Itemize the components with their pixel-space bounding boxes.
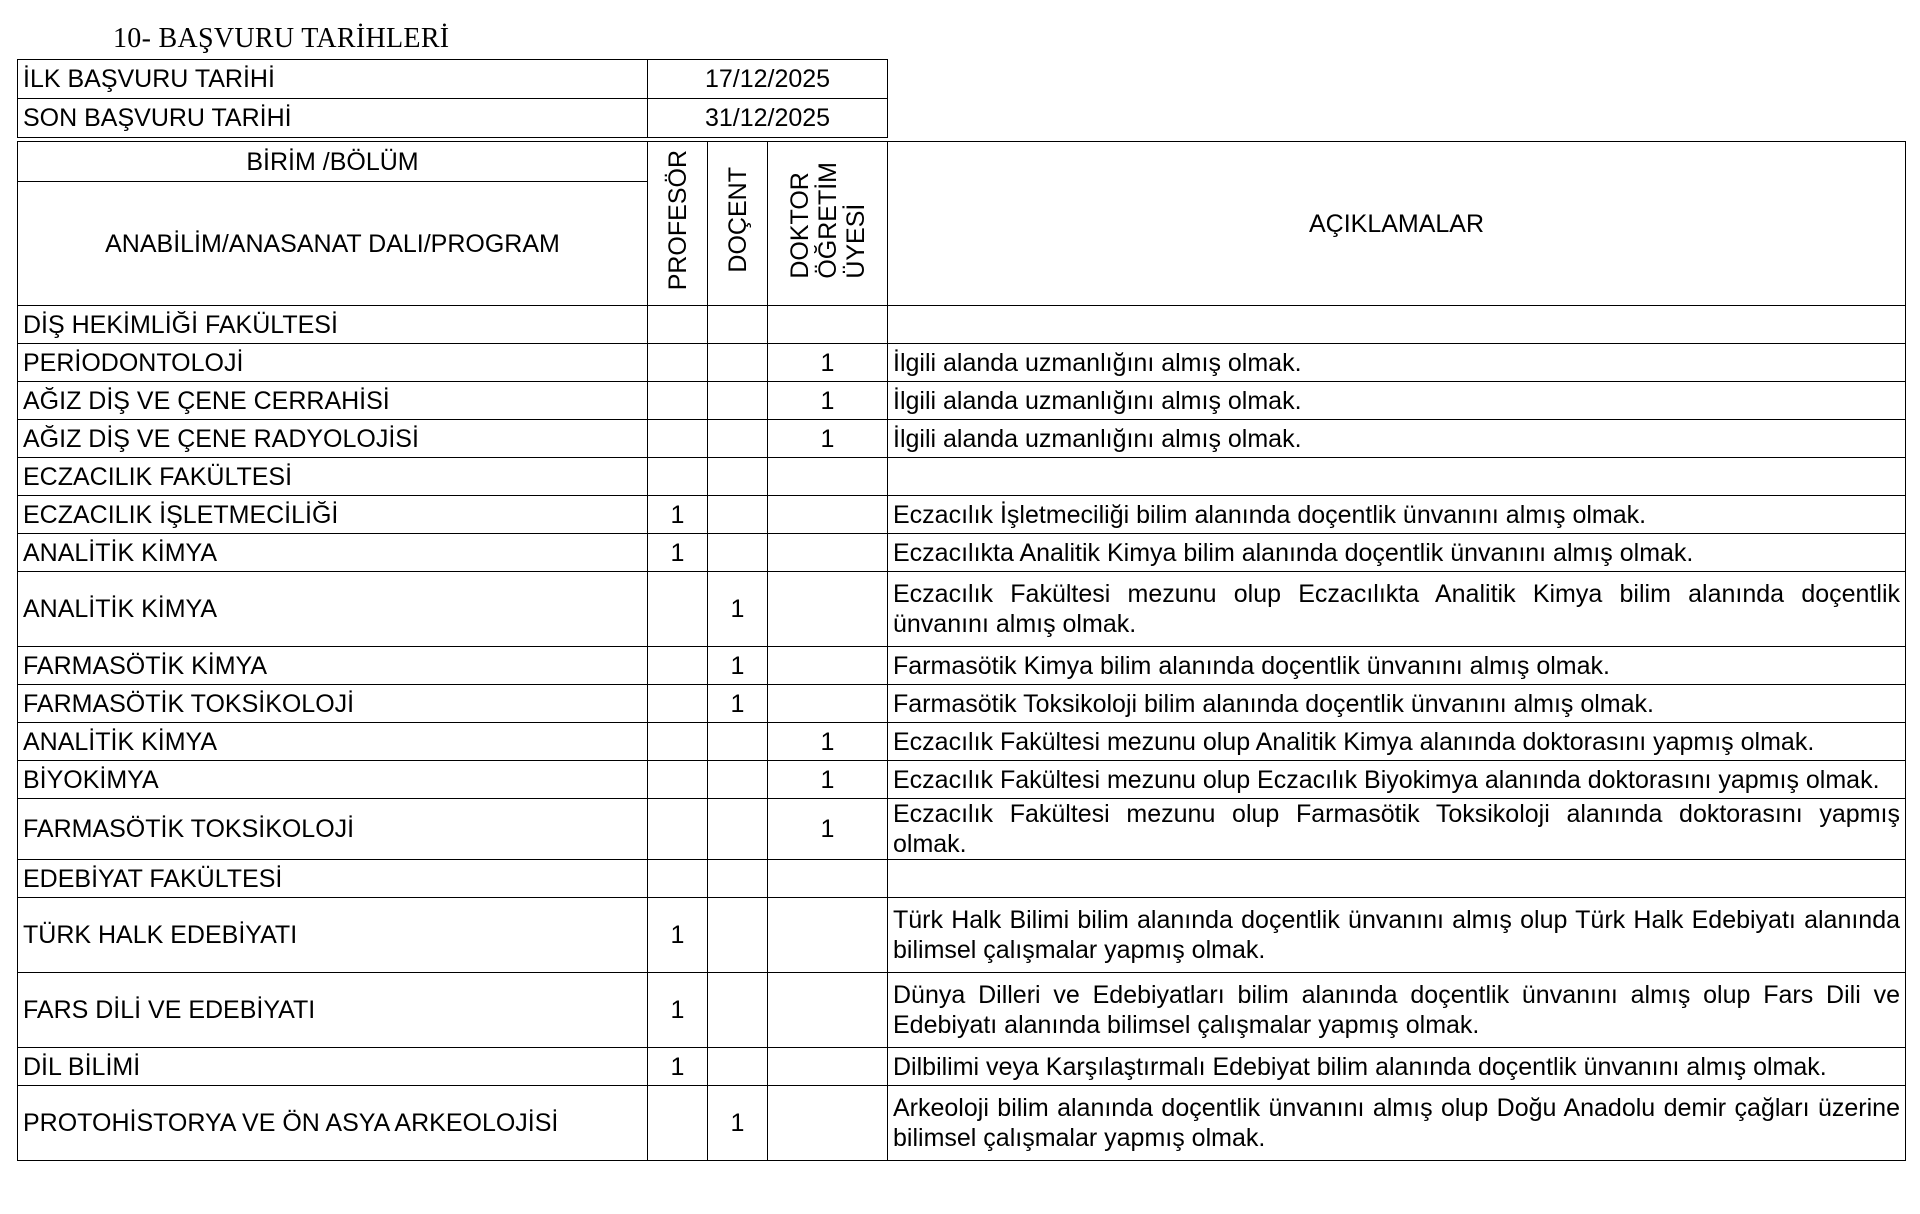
dou-count: 1 xyxy=(768,420,888,458)
row-description: Eczacılık İşletmeciliği bilim alanında doçentlik ünvanını almış olmak. xyxy=(888,496,1906,534)
row-name: ECZACILIK İŞLETMECİLİĞİ xyxy=(18,496,648,534)
doktor-ogretim-uyesi-label xyxy=(786,162,870,279)
profesor-count xyxy=(648,306,708,344)
table-row xyxy=(18,799,1906,860)
row-name: AĞIZ DİŞ VE ÇENE RADYOLOJİSİ xyxy=(18,420,648,458)
docent-header-label: DOÇENT xyxy=(723,167,752,273)
docent-count: 1 xyxy=(708,647,768,685)
docent-count: 1 xyxy=(708,572,768,647)
row-description xyxy=(888,458,1906,496)
profesor-count xyxy=(648,723,708,761)
dou-count: 1 xyxy=(768,344,888,382)
dou-count xyxy=(768,685,888,723)
date-value: 31/12/2025 xyxy=(648,99,888,138)
profesor-count xyxy=(648,860,708,898)
row-name: DİŞ HEKİMLİĞİ FAKÜLTESİ xyxy=(18,306,648,344)
row-description: Eczacılık Fakültesi mezunu olup Eczacılıkta Analitik Kimya bilim alanında doçentlik ünvanını almış olmak. xyxy=(888,572,1906,647)
dou-count: 1 xyxy=(768,799,888,860)
table-row xyxy=(18,761,1906,799)
docent-count xyxy=(708,306,768,344)
docent-count xyxy=(708,761,768,799)
docent-count xyxy=(708,1048,768,1086)
first-application-date-row xyxy=(18,60,888,99)
date-label: İLK BAŞVURU TARİHİ xyxy=(18,60,648,99)
doktor-ogretim-uyesi-header xyxy=(768,142,888,306)
profesor-count xyxy=(648,572,708,647)
profesor-count xyxy=(648,685,708,723)
row-description: Eczacılık Fakültesi mezunu olup Farmasötik Toksikoloji alanında doktorasını yapmış olmak. xyxy=(888,799,1906,860)
profesor-count xyxy=(648,420,708,458)
docent-count xyxy=(708,420,768,458)
table-row xyxy=(18,344,1906,382)
profesor-count: 1 xyxy=(648,973,708,1048)
row-description: Eczacılıkta Analitik Kimya bilim alanında doçentlik ünvanını almış olmak. xyxy=(888,534,1906,572)
dou-count xyxy=(768,572,888,647)
row-name: ECZACILIK FAKÜLTESİ xyxy=(18,458,648,496)
profesor-count: 1 xyxy=(648,534,708,572)
docent-count xyxy=(708,799,768,860)
table-row xyxy=(18,898,1906,973)
table-row xyxy=(18,685,1906,723)
positions-table xyxy=(17,141,1906,1161)
docent-header xyxy=(708,142,768,306)
row-description: Farmasötik Toksikoloji bilim alanında doçentlik ünvanını almış olmak. xyxy=(888,685,1906,723)
row-name: ANALİTİK KİMYA xyxy=(18,534,648,572)
profesor-count xyxy=(648,1086,708,1161)
dou-count xyxy=(768,306,888,344)
table-row xyxy=(18,860,1906,898)
dou-count: 1 xyxy=(768,761,888,799)
row-name: PROTOHİSTORYA VE ÖN ASYA ARKEOLOJİSİ xyxy=(18,1086,648,1161)
dou-count xyxy=(768,647,888,685)
docent-count: 1 xyxy=(708,685,768,723)
anabilim-header: ANABİLİM/ANASANAT DALI/PROGRAM xyxy=(18,182,648,306)
dou-line-2: ÖĞRETİM xyxy=(813,161,842,279)
date-value: 17/12/2025 xyxy=(648,60,888,99)
table-row xyxy=(18,572,1906,647)
row-name: ANALİTİK KİMYA xyxy=(18,723,648,761)
dou-line-1: DOKTOR xyxy=(785,171,814,279)
row-name: FARMASÖTİK TOKSİKOLOJİ xyxy=(18,685,648,723)
docent-count xyxy=(708,534,768,572)
header-row xyxy=(18,142,1906,182)
dou-line-3: ÜYESİ xyxy=(841,203,870,279)
row-name: BİYOKİMYA xyxy=(18,761,648,799)
dou-count: 1 xyxy=(768,723,888,761)
profesor-count xyxy=(648,761,708,799)
dou-count xyxy=(768,534,888,572)
aciklamalar-header: AÇIKLAMALAR xyxy=(888,142,1906,306)
docent-count xyxy=(708,382,768,420)
docent-count xyxy=(708,860,768,898)
profesor-header xyxy=(648,142,708,306)
profesor-header-label: PROFESÖR xyxy=(663,149,692,291)
profesor-count: 1 xyxy=(648,1048,708,1086)
row-name: TÜRK HALK EDEBİYATI xyxy=(18,898,648,973)
docent-count: 1 xyxy=(708,1086,768,1161)
row-description: İlgili alanda uzmanlığını almış olmak. xyxy=(888,382,1906,420)
row-name: EDEBİYAT FAKÜLTESİ xyxy=(18,860,648,898)
page-title: 10- BAŞVURU TARİHLERİ xyxy=(113,23,450,54)
row-description: Arkeoloji bilim alanında doçentlik ünvanını almış olup Doğu Anadolu demir çağları üzerine bilimsel çalışmalar yapmış olmak. xyxy=(888,1086,1906,1161)
profesor-count xyxy=(648,382,708,420)
row-name: FARMASÖTİK KİMYA xyxy=(18,647,648,685)
row-name: PERİODONTOLOJİ xyxy=(18,344,648,382)
row-description xyxy=(888,306,1906,344)
row-name: DİL BİLİMİ xyxy=(18,1048,648,1086)
row-description: İlgili alanda uzmanlığını almış olmak. xyxy=(888,420,1906,458)
last-application-date-row xyxy=(18,99,888,138)
row-description: Eczacılık Fakültesi mezunu olup Eczacılık Biyokimya alanında doktorasını yapmış olmak. xyxy=(888,761,1906,799)
table-row xyxy=(18,420,1906,458)
table-row xyxy=(18,534,1906,572)
dou-count xyxy=(768,458,888,496)
docent-count xyxy=(708,496,768,534)
profesor-count xyxy=(648,344,708,382)
table-row xyxy=(18,306,1906,344)
row-description: Farmasötik Kimya bilim alanında doçentlik ünvanını almış olmak. xyxy=(888,647,1906,685)
table-row xyxy=(18,973,1906,1048)
row-description: Eczacılık Fakültesi mezunu olup Analitik Kimya alanında doktorasını yapmış olmak. xyxy=(888,723,1906,761)
application-dates-table xyxy=(17,59,888,138)
docent-count xyxy=(708,898,768,973)
birim-header: BİRİM /BÖLÜM xyxy=(18,142,648,182)
row-name: FARMASÖTİK TOKSİKOLOJİ xyxy=(18,799,648,860)
dou-count xyxy=(768,1048,888,1086)
row-description: Türk Halk Bilimi bilim alanında doçentlik ünvanını almış olup Türk Halk Edebiyatı alanında bilimsel çalışmalar yapmış olmak. xyxy=(888,898,1906,973)
row-name: FARS DİLİ VE EDEBİYATI xyxy=(18,973,648,1048)
date-label: SON BAŞVURU TARİHİ xyxy=(18,99,648,138)
row-description xyxy=(888,860,1906,898)
profesor-count: 1 xyxy=(648,898,708,973)
profesor-count xyxy=(648,799,708,860)
docent-count xyxy=(708,973,768,1048)
profesor-count: 1 xyxy=(648,496,708,534)
row-name: AĞIZ DİŞ VE ÇENE CERRAHİSİ xyxy=(18,382,648,420)
table-row xyxy=(18,1086,1906,1161)
docent-count xyxy=(708,723,768,761)
table-row xyxy=(18,647,1906,685)
docent-count xyxy=(708,344,768,382)
row-name: ANALİTİK KİMYA xyxy=(18,572,648,647)
row-description: İlgili alanda uzmanlığını almış olmak. xyxy=(888,344,1906,382)
table-row xyxy=(18,1048,1906,1086)
profesor-count xyxy=(648,458,708,496)
table-row xyxy=(18,458,1906,496)
table-row xyxy=(18,496,1906,534)
table-row xyxy=(18,723,1906,761)
dou-count xyxy=(768,898,888,973)
row-description: Dünya Dilleri ve Edebiyatları bilim alanında doçentlik ünvanını almış olup Fars Dili ve Edebiyatı alanında bilimsel çalışmalar yapmış olmak. xyxy=(888,973,1906,1048)
dou-count xyxy=(768,1086,888,1161)
table-row xyxy=(18,382,1906,420)
row-description: Dilbilimi veya Karşılaştırmalı Edebiyat bilim alanında doçentlik ünvanını almış olmak. xyxy=(888,1048,1906,1086)
dou-count xyxy=(768,973,888,1048)
dou-count xyxy=(768,496,888,534)
table-body xyxy=(18,306,1906,1161)
dou-count xyxy=(768,860,888,898)
dou-count: 1 xyxy=(768,382,888,420)
docent-count xyxy=(708,458,768,496)
profesor-count xyxy=(648,647,708,685)
